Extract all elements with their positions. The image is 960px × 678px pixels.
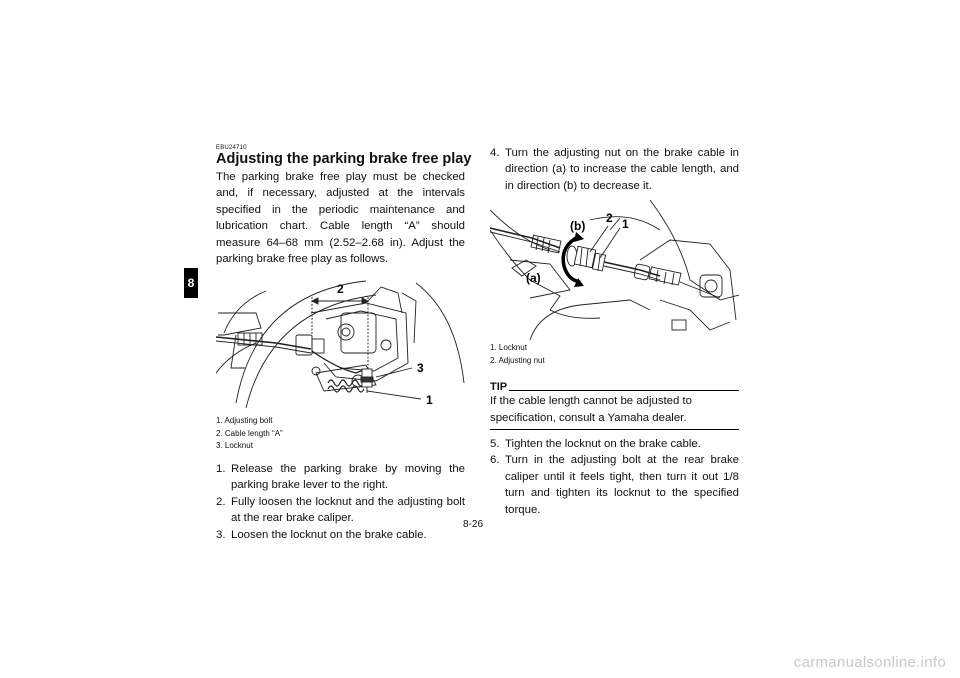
steps-list-1 (216, 461, 465, 543)
cable-adjuster-illustration (490, 200, 739, 340)
watermark: carmanualsonline.info (793, 654, 946, 671)
list-item: 6. Turn in the adjusting bolt at the rear brake caliper until it feels tight, then turn it out 1/8 turn and tighten its locknut to the specified torque. (490, 454, 739, 516)
list-item: 4. Turn the adjusting nut on the brake cable in direction (a) to increase the cable length, and in direction (b) to decrease it. (490, 147, 739, 192)
section-tab: 8 (184, 268, 198, 298)
caption-item: 1. Locknut (490, 343, 527, 353)
list-item: 1. Release the parking brake by moving the parking brake lever to the right. (216, 462, 465, 492)
caption-item: 1. Adjusting bolt (216, 416, 273, 426)
tip-rule (509, 390, 739, 391)
fig1-label-3: 3 (417, 361, 424, 376)
fig2-label-1: 1 (622, 217, 629, 232)
tip-box (490, 381, 739, 430)
fig2-label-2: 2 (606, 211, 613, 226)
figure2-caption (490, 342, 739, 367)
left-column (216, 145, 472, 543)
tip-header (490, 381, 739, 393)
page-number: 8-26 (463, 519, 484, 530)
fig2-label-a: (a) (526, 271, 541, 286)
caption-item: 2. Cable length “A” (216, 428, 283, 438)
section-heading: Adjusting the parking brake free play (216, 151, 472, 167)
steps-list-2 (490, 145, 739, 194)
caption-item: 2. Adjusting nut (490, 355, 545, 365)
figure1-caption (216, 415, 465, 453)
tip-text: If the cable length cannot be adjusted to specification, consult a Yamaha dealer. (490, 395, 693, 424)
caption-item: 3. Locknut (216, 441, 253, 451)
tip-label: TIP (490, 381, 508, 394)
list-item: 3. Loosen the locknut on the brake cable. (216, 528, 427, 541)
right-column (490, 145, 739, 518)
steps-list-3 (490, 436, 739, 518)
fig1-label-2: 2 (337, 282, 344, 297)
list-item: 5. Tighten the locknut on the brake cable. (490, 438, 701, 451)
section-code: EBU24710 (216, 145, 247, 151)
fig2-label-b: (b) (570, 219, 586, 234)
intro-paragraph: The parking brake free play must be checked and, if necessary, adjusted at the intervals specified in the periodic maintenance and lubrication chart. Cable length “A” should measure 64–68 mm (2.52–2.68 in). Adjust the parking brake free play as follows. (216, 171, 465, 266)
caliper-illustration (216, 273, 465, 413)
fig1-label-1: 1 (426, 393, 433, 408)
list-item: 2. Fully loosen the locknut and the adjusting bolt at the rear brake caliper. (216, 495, 465, 525)
